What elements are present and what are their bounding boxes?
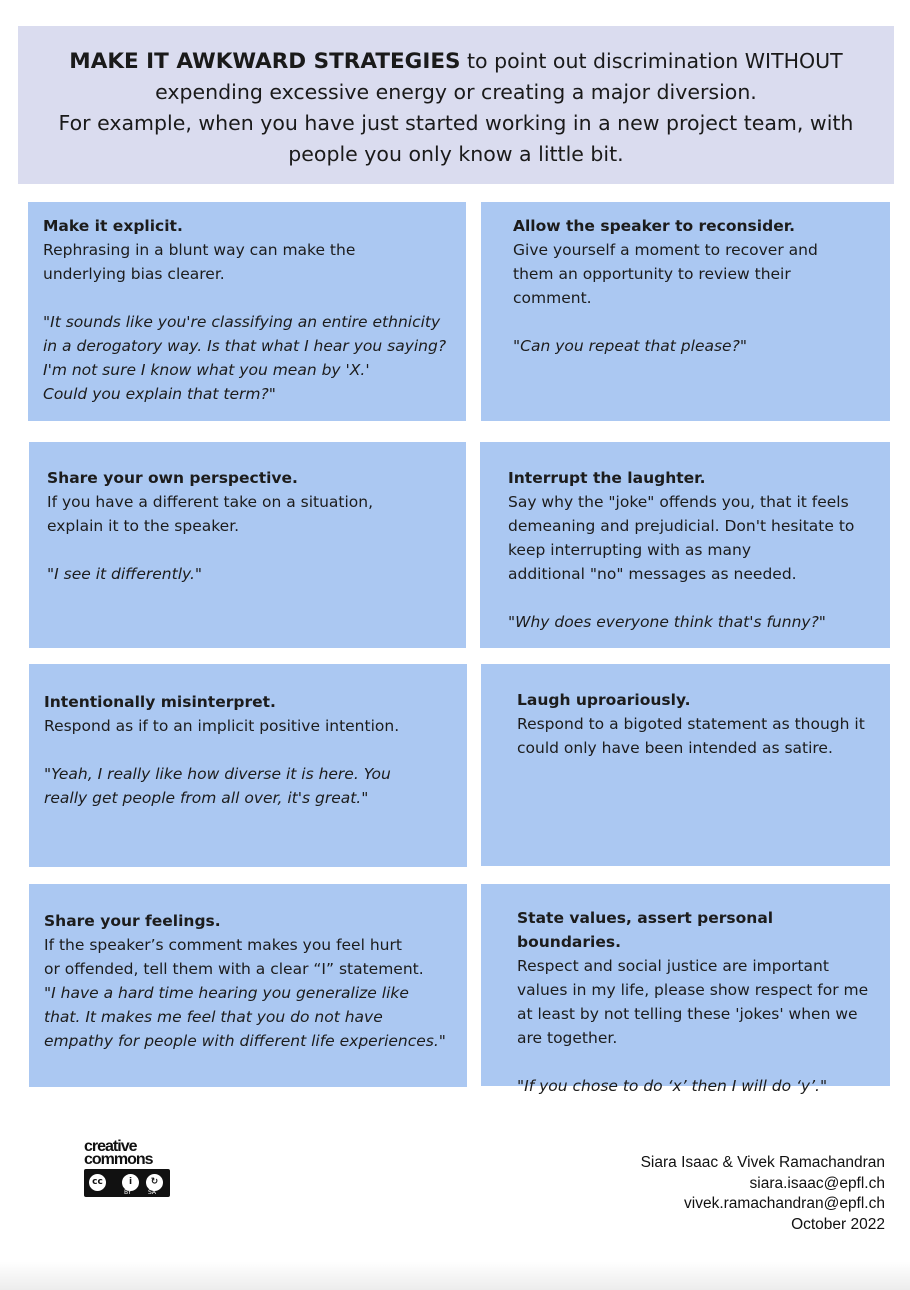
card-quote: really get people from all over, it's great."	[44, 789, 369, 807]
card-title: Interrupt the laughter.	[508, 469, 706, 487]
email-siara: siara.isaac@epfl.ch	[749, 1174, 885, 1192]
card-quote: empathy for people with different life experiences."	[44, 1032, 446, 1050]
spacer	[47, 538, 454, 562]
card-text: or offended, tell them with a clear “I” statement.	[44, 960, 424, 978]
spacer	[44, 738, 455, 762]
header-title-rest: to point out discrimination WITHOUT	[460, 49, 843, 73]
card-quote: "Yeah, I really like how diverse it is here. You	[44, 765, 391, 783]
cc-by-label: BY	[124, 1189, 132, 1196]
header-line-2: expending excessive energy or creating a major diversion.	[155, 80, 757, 104]
email-vivek: vivek.ramachandran@epfl.ch	[684, 1195, 885, 1212]
card-quote: "If you chose to do ‘x’ then I will do ‘y’."	[517, 1077, 828, 1095]
card-title: Laugh uproariously.	[517, 691, 691, 709]
strategy-card-interrupt-laughter	[480, 442, 890, 648]
cc-wordmark-line-2: commons	[84, 1151, 153, 1168]
card-text: Respond to a bigoted statement as though it	[517, 715, 865, 733]
header-line-4: people you only know a little bit.	[288, 142, 624, 166]
strategy-card-laugh-uproariously	[481, 664, 890, 866]
strategy-card-state-values	[481, 884, 890, 1095]
strategy-card-misinterpret	[29, 664, 467, 867]
card-text: If the speaker’s comment makes you feel hurt	[44, 936, 402, 954]
card-text: Respect and social justice are important	[517, 957, 829, 975]
spacer	[517, 1050, 878, 1074]
card-title: Share your own perspective.	[47, 469, 298, 487]
card-quote: "It sounds like you're classifying an entire ethnicity	[43, 313, 441, 331]
card-text: underlying bias clearer.	[43, 265, 225, 283]
header-banner	[18, 26, 894, 184]
strategy-card-share-perspective	[29, 442, 466, 648]
strategy-card-make-it-explicit	[28, 202, 466, 421]
sa-share-alike-icon: ↻	[144, 1172, 165, 1193]
card-quote: I'm not sure I know what you mean by 'X.'	[43, 361, 370, 379]
card-text: keep interrupting with as many	[508, 541, 752, 559]
strategy-card-allow-reconsider	[481, 202, 890, 421]
card-title: Make it explicit.	[43, 217, 183, 235]
header-title-bold: MAKE IT AWKWARD STRATEGIES	[69, 49, 461, 74]
cc-wordmark-line-1: creative	[84, 1138, 137, 1155]
cc-icon: cc	[87, 1172, 108, 1193]
card-text: Respond as if to an implicit positive intention.	[44, 717, 400, 735]
card-title: Allow the speaker to reconsider.	[513, 217, 796, 235]
card-text: are together.	[517, 1029, 618, 1047]
spacer	[513, 310, 878, 334]
card-text: If you have a different take on a situation,	[47, 493, 374, 511]
card-text: additional "no" messages as needed.	[508, 565, 797, 583]
authors: Siara Isaac & Vivek Ramachandran	[640, 1154, 885, 1171]
card-text: Give yourself a moment to recover and	[513, 241, 818, 259]
card-title: Share your feelings.	[44, 912, 221, 930]
page-bottom-shade	[0, 1262, 910, 1290]
card-text: could only have been intended as satire.	[517, 739, 833, 757]
card-quote: that. It makes me feel that you do not have	[44, 1008, 383, 1026]
card-title: State values, assert personal boundaries.	[517, 909, 774, 951]
card-text: Say why the "joke" offends you, that it feels	[508, 493, 849, 511]
strategy-card-share-feelings	[29, 884, 467, 1087]
header-line-3: For example, when you have just started working in a new project team, with	[58, 111, 854, 135]
spacer	[508, 586, 878, 610]
card-title: Intentionally misinterpret.	[44, 693, 276, 711]
header-line-1	[18, 46, 894, 77]
card-quote: "Why does everyone think that's funny?"	[508, 613, 826, 631]
cc-license-badge	[84, 1169, 170, 1197]
card-text: at least by not telling these 'jokes' when we	[517, 1005, 858, 1023]
card-text: explain it to the speaker.	[47, 517, 240, 535]
card-text: Rephrasing in a blunt way can make the	[43, 241, 356, 259]
card-text: values in my life, please show respect for me	[517, 981, 869, 999]
card-quote: Could you explain that term?"	[43, 385, 276, 403]
spacer	[43, 286, 454, 310]
card-quote: "I have a hard time hearing you generalize like	[44, 984, 409, 1002]
cc-sa-label: SA	[148, 1189, 157, 1196]
card-text: comment.	[513, 289, 592, 307]
creative-commons-logo	[84, 1140, 172, 1198]
card-text: them an opportunity to review their	[513, 265, 791, 283]
card-quote: "I see it differently."	[47, 565, 203, 583]
card-text: demeaning and prejudicial. Don't hesitate to	[508, 517, 855, 535]
card-quote: in a derogatory way. Is that what I hear you saying?	[43, 337, 447, 355]
publication-date: October 2022	[791, 1215, 885, 1233]
author-credits	[641, 1153, 885, 1235]
card-quote: "Can you repeat that please?"	[513, 337, 747, 355]
by-attribution-icon: i	[120, 1172, 141, 1193]
